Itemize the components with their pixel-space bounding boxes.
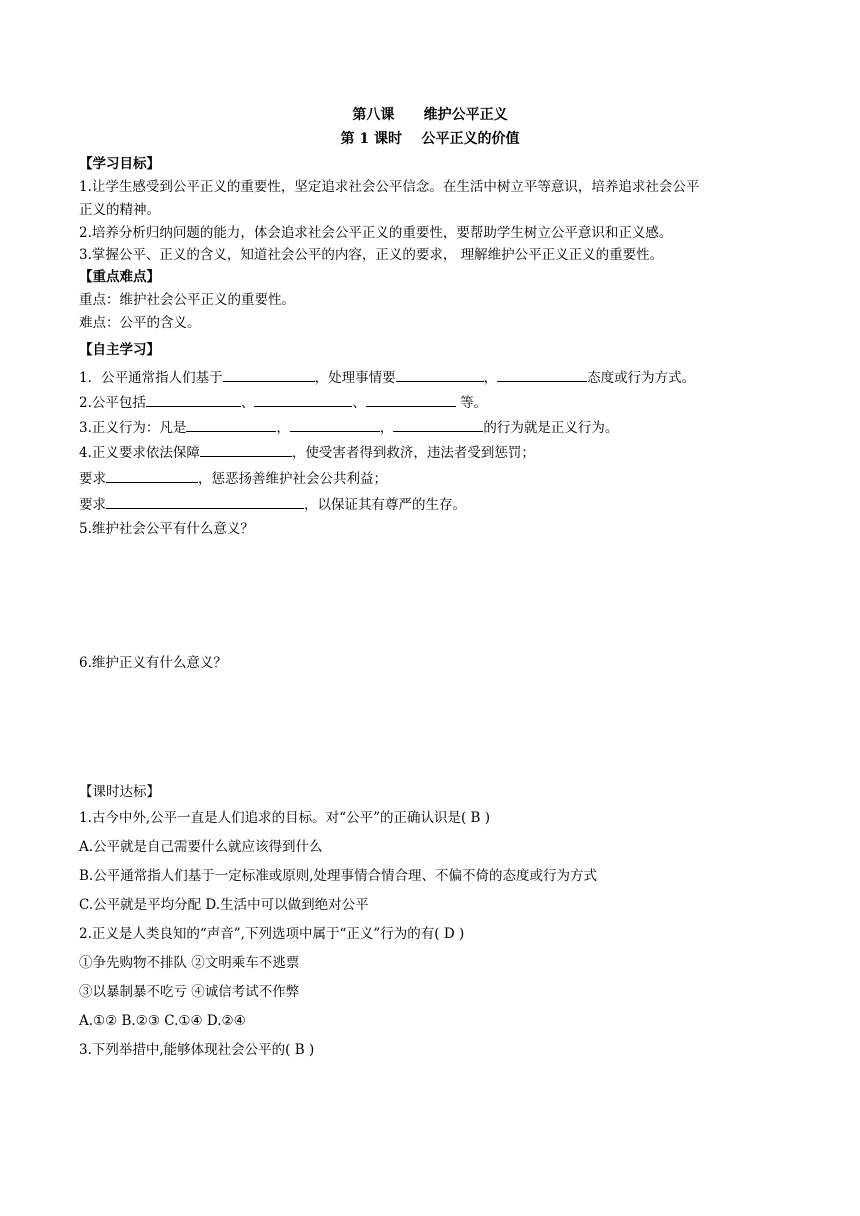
answer-blank[interactable] [366,392,456,407]
q4d-text-a: 要求 [79,497,106,513]
question-4 [79,442,535,462]
question-3 [79,417,618,437]
practice-q2-items-1: ①争先购物不排队 ②文明乘车不逃票 [79,955,300,971]
answer-blank[interactable] [146,392,241,407]
practice-q2-items-2: ③以暴制暴不吃亏 ④诚信考试不作弊 [79,984,300,1000]
answer-blank[interactable] [290,417,380,432]
keypoints-heading: 【重点难点】 [79,269,160,285]
q4d-text-b: ，以保证其有尊严的生存。 [304,497,466,513]
selfstudy-heading: 【自主学习】 [79,342,160,358]
q1-text-a: 1．公平通常指人们基于 [79,370,223,386]
answer-blank[interactable] [393,417,483,432]
answer-blank[interactable] [186,417,276,432]
q1-text-d: 态度或行为方式。 [587,370,696,386]
question-5: 5.维护社会公平有什么意义？ [79,521,254,537]
practice-q1-option-a: A.公平就是自己需要什么就应该得到什么 [79,839,323,855]
practice-heading: 【课时达标】 [79,784,160,800]
question-4-line2 [79,468,387,488]
q3-text-a: 3.正义行为：凡是 [79,420,187,436]
practice-q3: 3.下列举措中,能够体现社会公平的( B ) [79,1042,315,1058]
practice-q2-options: A.①② B.②③ C.①④ D.②④ [79,1013,246,1029]
q4-text-b: ，使受害者得到救济，违法者受到惩罚； [291,445,535,461]
goal-3: 3.掌握公平、正义的含义，知道社会公平的内容，正义的要求， 理解维护公平正义正义的重要性。 [79,247,664,263]
q2-text-c: 、 [352,395,366,411]
goal-2: 2.培养分析归纳问题的能力，体会追求社会公平正义的重要性，要帮助学生树立公平意识和正义感。 [79,225,673,241]
q4c-text-a: 要求 [79,471,106,487]
answer-blank[interactable] [106,468,198,483]
answer-blank[interactable] [106,494,304,509]
practice-q2: 2.正义是人类良知的“声音”,下列选项中属于“正义”行为的有( D ) [79,926,465,942]
answer-blank[interactable] [254,392,352,407]
goal-1-line1: 1.让学生感受到公平正义的重要性，坚定追求社会公平信念。在生活中树立平等意识，培养追求社会公平 [79,179,700,195]
practice-q1: 1.古今中外,公平一直是人们追求的目标。对“公平”的正确认识是( B ) [79,810,491,826]
lesson-title: 第八课 维护公平正义 [352,107,508,123]
q1-text-b: ，处理事情要 [314,370,396,386]
q3-text-b: ， [276,420,290,436]
q4c-text-b: ，惩恶扬善维护社会公共利益； [198,471,387,487]
question-6: 6.维护正义有什么意义？ [79,655,227,671]
question-4-line3 [79,494,466,514]
q2-text-d: 等。 [455,395,488,411]
answer-blank[interactable] [396,367,484,382]
practice-q1-option-b: B.公平通常指人们基于一定标准或原则,处理事情合情合理、不偏不倚的态度或行为方式 [79,868,598,884]
q4-text-a: 4.正义要求依法保障 [79,445,200,461]
q2-text-b: 、 [240,395,255,411]
question-2 [79,392,487,412]
practice-q1-options-cd: C.公平就是平均分配 D.生活中可以做到绝对公平 [79,897,369,913]
key-point: 重点：维护社会公平正义的重要性。 [79,292,295,308]
q2-text-a: 2.公平包括 [79,395,146,411]
difficult-point: 难点：公平的含义。 [79,315,201,331]
goals-heading: 【学习目标】 [79,156,160,172]
answer-blank[interactable] [497,367,587,382]
q1-text-c: ， [483,370,498,386]
answer-blank[interactable] [200,442,292,457]
q3-text-c: ， [379,420,394,436]
answer-blank[interactable] [223,367,315,382]
goal-1-line2: 正义的精神。 [79,202,160,218]
question-1 [79,367,695,387]
lesson-subtitle: 第 1 课时 公平正义的价值 [340,131,520,147]
q3-text-d: 的行为就是正义行为。 [483,420,619,436]
